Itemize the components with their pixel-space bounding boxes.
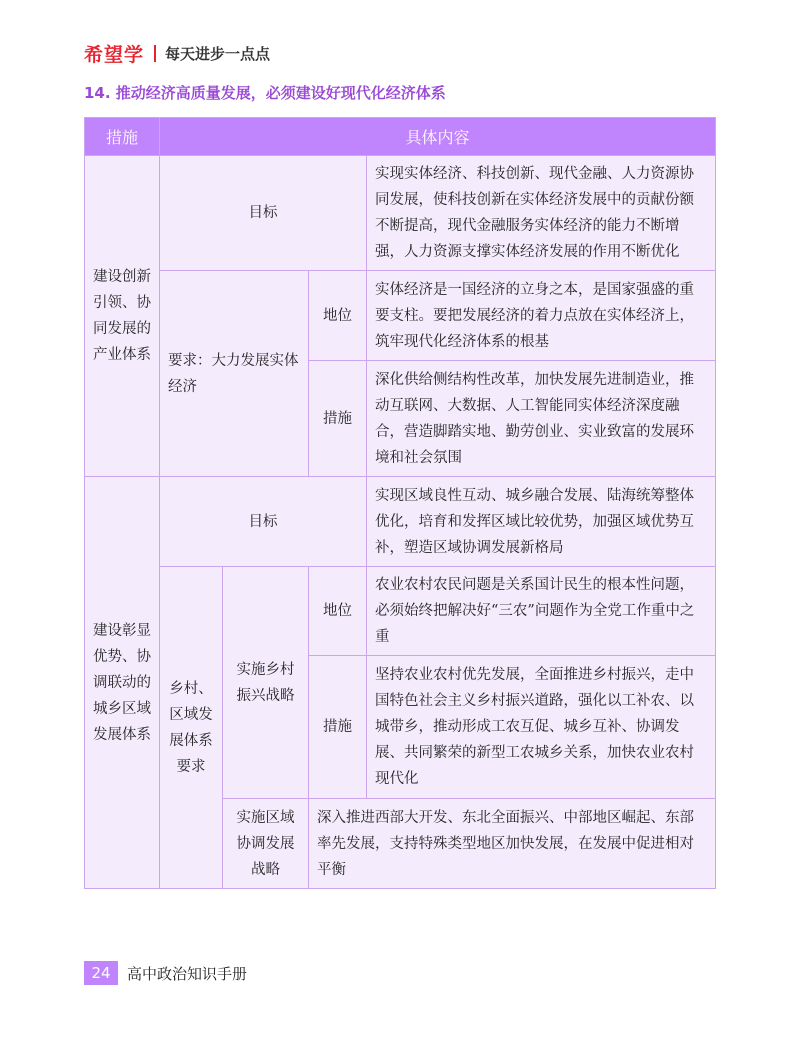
position-text: 农业农村农民问题是关系国计民生的根本性问题，必须始终把解决好“三农”问题作为全党工作重中之重 <box>367 567 716 656</box>
action-text: 深化供给侧结构性改革，加快发展先进制造业，推动互联网、大数据、人工智能同实体经济深度融合，营造脚踏实地、勤劳创业、实业致富的发展环境和社会氛围 <box>367 361 716 477</box>
table-row <box>85 156 716 271</box>
goal-text: 实现实体经济、科技创新、现代金融、人力资源协同发展，使科技创新在实体经济发展中的贡献份额不断提高，现代金融服务实体经济的能力不断增强，人力资源支撑实体经济发展的作用不断优化 <box>367 156 716 271</box>
goal-text: 实现区域良性互动、城乡融合发展、陆海统筹整体优化，培育和发挥区域比较优势，加强区域优势互补，塑造区域协调发展新格局 <box>367 477 716 567</box>
brand-logo: 希望学 <box>84 43 145 66</box>
page-number: 24 <box>84 961 118 985</box>
page-header <box>84 40 270 66</box>
header-divider <box>154 45 156 62</box>
measure-cell: 建设创新引领、协同发展的产业体系 <box>85 156 160 477</box>
table-row <box>85 271 716 361</box>
action-text: 坚持农业农村优先发展，全面推进乡村振兴，走中国特色社会主义乡村振兴道路，强化以工补农、以城带乡，推动形成工农互促、城乡互补、协调发展、共同繁荣的新型工农城乡关系，加快农业农村现代化 <box>367 656 716 799</box>
goal-label: 目标 <box>160 156 367 271</box>
measure-cell: 建设彰显优势、协调联动的城乡区域发展体系 <box>85 477 160 889</box>
section-title: 14. 推动经济高质量发展，必须建设好现代化经济体系 <box>84 84 446 102</box>
header-measure: 措施 <box>85 118 160 156</box>
regional-strategy-text: 深入推进西部大开发、东北全面振兴、中部地区崛起、东部率先发展，支持特殊类型地区加快发展，在发展中促进相对平衡 <box>309 799 716 889</box>
table-row <box>85 567 716 656</box>
regional-strategy-label: 实施区域协调发展战略 <box>223 799 309 889</box>
action-label: 措施 <box>309 656 367 799</box>
slogan: 每天进步一点点 <box>165 44 271 63</box>
position-label: 地位 <box>309 271 367 361</box>
requirement-label: 乡村、区域发展体系要求 <box>160 567 223 889</box>
table-row <box>85 477 716 567</box>
position-text: 实体经济是一国经济的立身之本，是国家强盛的重要支柱。要把发展经济的着力点放在实体经济上，筑牢现代化经济体系的根基 <box>367 271 716 361</box>
page-footer <box>84 961 247 985</box>
table-header-row <box>85 118 716 156</box>
content-table <box>84 117 716 889</box>
requirement-label: 要求：大力发展实体经济 <box>160 271 309 477</box>
goal-label: 目标 <box>160 477 367 567</box>
position-label: 地位 <box>309 567 367 656</box>
action-label: 措施 <box>309 361 367 477</box>
rural-strategy-label: 实施乡村振兴战略 <box>223 567 309 799</box>
header-content: 具体内容 <box>160 118 716 156</box>
book-title: 高中政治知识手册 <box>127 964 248 983</box>
